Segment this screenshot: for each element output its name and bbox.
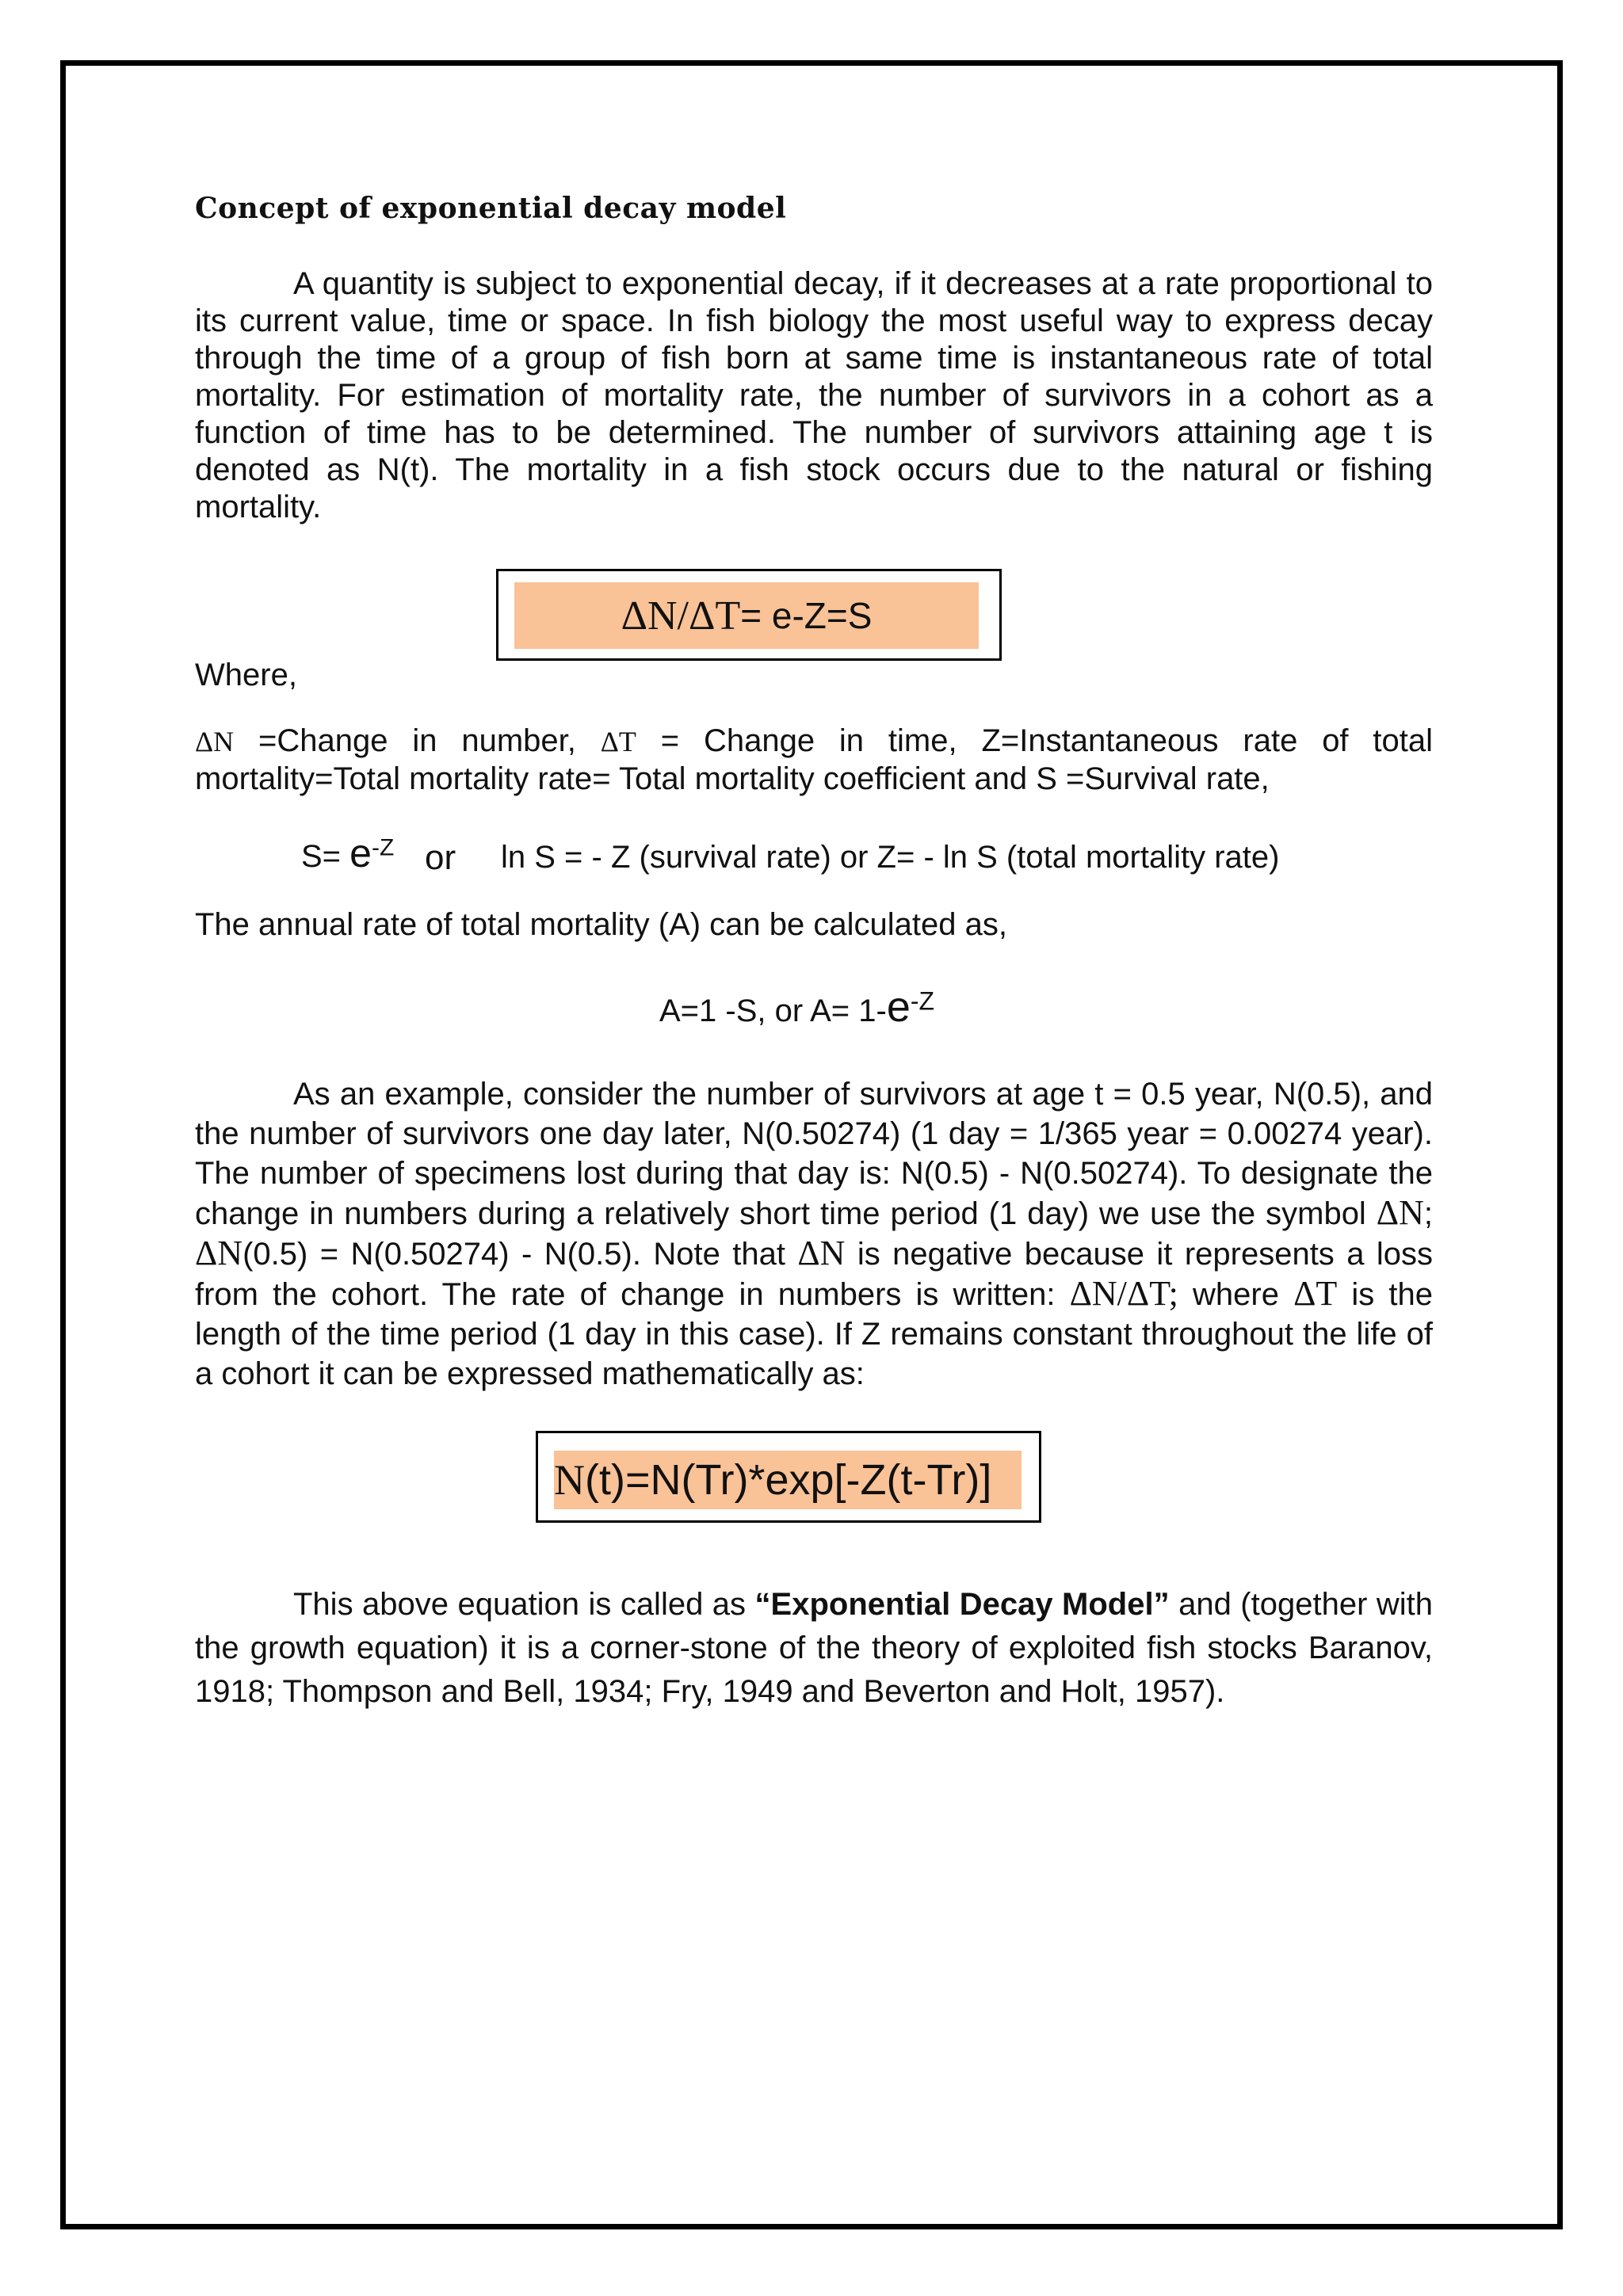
- decay-equation-n: N: [554, 1456, 585, 1504]
- delta-n-symbol: ΔN: [195, 726, 235, 757]
- intro-paragraph: A quantity is subject to exponential decay, if it decreases at a rate proportional to its current value, time or space. In fish biology the most useful way to express decay through the time of a group of fish born at same time is instantaneous rate of total mortality. For estimation of mortality rate, the number of survivors in a cohort as a function of time has to be determined. The number of survivors attaining age t is denoted as N(t). The mortality in a fish stock occurs due to the natural or fishing mortality.: [195, 266, 1433, 524]
- equation-mid: = e: [740, 595, 792, 636]
- delta-n-symbol: ΔN: [797, 1234, 846, 1272]
- definition-text-1: =Change in number,: [234, 723, 601, 758]
- survival-formula: [301, 830, 394, 876]
- delta-n-symbol: ΔN: [195, 1234, 243, 1272]
- equation-highlight: [514, 582, 979, 649]
- conclusion-text-a: This above equation is called as: [293, 1587, 755, 1622]
- equation-box-decay-model: [536, 1431, 1041, 1523]
- equation-highlight: [554, 1451, 1022, 1509]
- equation-rhs: =S: [826, 595, 873, 636]
- annual-rate-text: The annual rate of total mortality (A) can be calculated as,: [195, 907, 1007, 942]
- delta-t-symbol: ΔT: [1293, 1274, 1338, 1313]
- example-text-e: where: [1178, 1277, 1294, 1312]
- example-text-d: is negative because it represents a loss from the cohort. The rate of change in numbers is written:: [195, 1237, 1433, 1312]
- survival-formula-s: S=: [301, 839, 350, 874]
- delta-t-symbol: ΔT: [600, 726, 636, 757]
- equation-lhs: ΔN/ΔT: [621, 593, 741, 639]
- conclusion-text-b: and (together with the growth equation) it is a corner-stone of the theory of exploited fish stocks Baranov, 1918; Thompson and Bell, 1934; Fry, 1949 and Beverton and Holt, 1957).: [195, 1587, 1434, 1709]
- example-paragraph: [195, 1074, 1433, 1394]
- equation-box-survival: [496, 569, 1002, 661]
- model-name-bold: “Exponential Decay Model”: [754, 1587, 1170, 1622]
- equation-exponent: -Z: [792, 595, 827, 636]
- example-text-a: As an example, consider the number of survivors at age t = 0.5 year, N(0.5), and the number of survivors one day later, N(0.50274) (1 day = 1/365 year = 0.00274 year). The number of specimens lost during that day is: N(0.5) - N(0.50274). To designate the change in numbers during a relatively short time period (1 day) we use the symbol: [195, 1077, 1433, 1231]
- conclusion-paragraph: [195, 1583, 1433, 1714]
- survival-formula-e: e: [349, 831, 372, 875]
- or-text: or: [425, 838, 456, 877]
- example-text-c: (0.5) = N(0.50274) - N(0.5). Note that: [242, 1237, 798, 1272]
- annual-formula-exponent: -Z: [910, 986, 935, 1016]
- log-formula: ln S = - Z (survival rate) or Z= - ln S (total mortality rate): [501, 840, 1280, 875]
- survival-formula-exponent: -Z: [371, 834, 395, 861]
- definition-text-2: = Change in time, Z=Instantaneous rate of total mortality=Total mortality rate= Total mortality coefficient and S =Survival rate,: [195, 723, 1434, 796]
- rate-of-change-symbol: ΔN/ΔT;: [1069, 1274, 1178, 1313]
- section-heading: Concept of exponential decay model: [195, 192, 787, 225]
- definitions-paragraph: [195, 723, 1433, 798]
- annual-formula-text: A=1 -S, or A= 1-: [659, 994, 887, 1028]
- where-label: Where,: [195, 658, 297, 692]
- delta-n-symbol: ΔN: [1376, 1193, 1424, 1232]
- decay-equation-rest: (t)=N(Tr)*exp[-Z(t-Tr)]: [585, 1456, 992, 1504]
- example-text-f: is the length of the time period (1 day in this case). If Z remains constant throughout the life of a cohort it can be expressed mathematically as:: [195, 1277, 1433, 1391]
- annual-formula-e: e: [886, 983, 911, 1031]
- example-text-b: ;: [1423, 1196, 1433, 1231]
- annual-rate-formula: [659, 982, 934, 1032]
